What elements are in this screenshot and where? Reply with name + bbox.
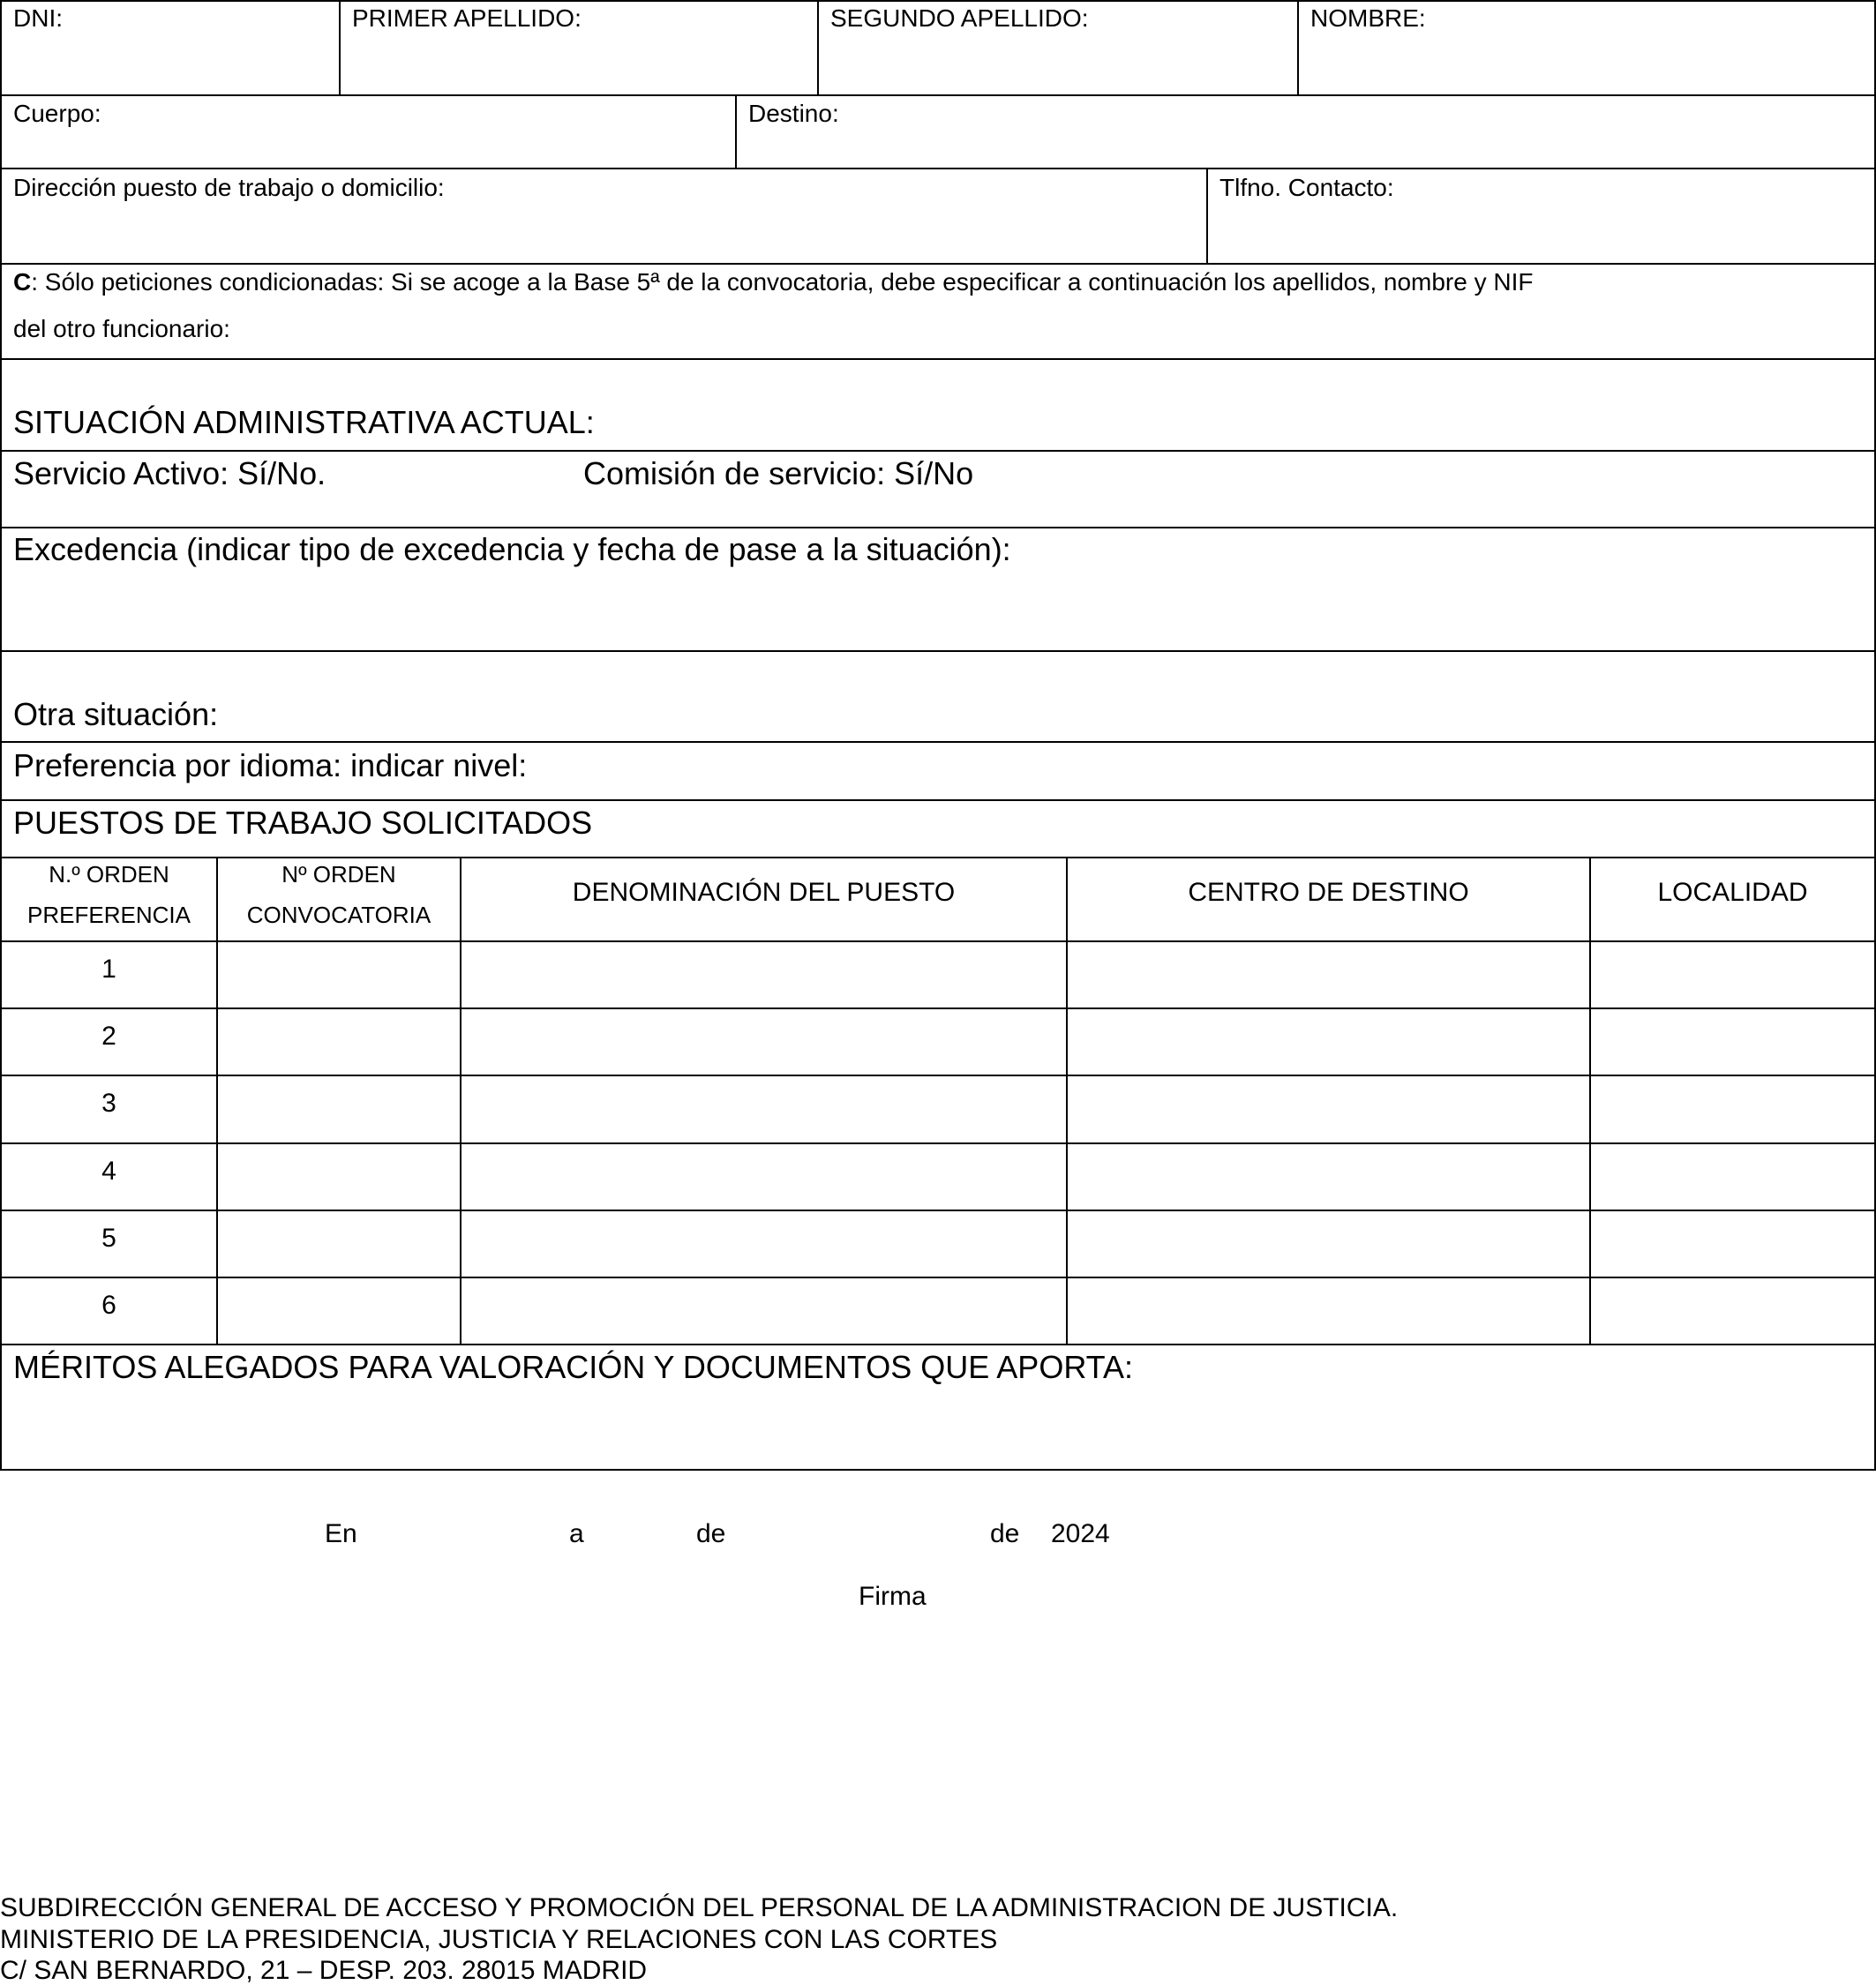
excedencia-label: Excedencia (indicar tipo de excedencia y fecha de pase a la situación): (13, 531, 1011, 567)
direccion-label: Dirección puesto de trabajo o domicilio: (13, 174, 445, 201)
condicionadas-prefix: C (13, 268, 32, 296)
header-localidad: LOCALIDAD (1657, 878, 1808, 907)
table-divider (216, 857, 218, 1345)
row-number: 1 (101, 955, 116, 984)
rule (0, 1277, 1876, 1278)
divider (339, 0, 341, 96)
fecha-en: En (325, 1519, 357, 1548)
header-orden-preferencia-line2: PREFERENCIA (27, 902, 191, 928)
footer-line-1: SUBDIRECCIÓN GENERAL DE ACCESO Y PROMOCIÓN DEL PERSONAL DE LA ADMINISTRACION DE JUSTICIA. (0, 1893, 1399, 1922)
row-number: 3 (101, 1089, 116, 1118)
row-number: 5 (101, 1224, 116, 1253)
tlfno-label: Tlfno. Contacto: (1219, 174, 1394, 201)
row-number: 6 (101, 1291, 116, 1320)
rule (0, 1007, 1876, 1009)
fecha-de-1: de (696, 1519, 726, 1548)
servicio-activo-label: Servicio Activo: Sí/No. (13, 455, 326, 491)
condicionadas-text-line2: del otro funcionario: (13, 315, 230, 342)
condicionadas-text: : Sólo peticiones condicionadas: Si se acoge a la Base 5ª de la convocatoria, debe especificar a continuación los apellidos, nombre y NIF (31, 268, 1534, 296)
rule (0, 527, 1876, 528)
rule (0, 94, 1876, 96)
header-centro-destino: CENTRO DE DESTINO (1188, 878, 1469, 907)
rule (0, 168, 1876, 169)
table-divider (1589, 857, 1591, 1345)
firma-label: Firma (859, 1582, 927, 1611)
divider (817, 0, 819, 96)
divider (735, 94, 737, 169)
nombre-label: NOMBRE: (1310, 4, 1426, 32)
rule (0, 1344, 1876, 1345)
puestos-title: PUESTOS DE TRABAJO SOLICITADOS (13, 805, 593, 841)
situacion-title: SITUACIÓN ADMINISTRATIVA ACTUAL: (13, 404, 595, 440)
idioma-label: Preferencia por idioma: indicar nivel: (13, 747, 528, 783)
rule (0, 1210, 1876, 1211)
divider (1297, 0, 1299, 96)
header-orden-preferencia (2, 863, 216, 926)
rule (0, 1075, 1876, 1076)
header-denominacion: DENOMINACIÓN DEL PUESTO (572, 878, 956, 907)
footer-line-2: MINISTERIO DE LA PRESIDENCIA, JUSTICIA Y RELACIONES CON LAS CORTES (0, 1925, 998, 1954)
primer-apellido-label: PRIMER APELLIDO: (352, 4, 582, 32)
rule (0, 741, 1876, 743)
fecha-de-2: de (990, 1519, 1020, 1548)
rule (0, 857, 1876, 858)
comision-servicio-label: Comisión de servicio: Sí/No (583, 455, 974, 491)
rule (0, 1469, 1876, 1471)
header-orden-preferencia-line1: N.º ORDEN (49, 861, 169, 888)
rule (0, 799, 1876, 801)
dni-label: DNI: (13, 4, 63, 32)
rule (0, 0, 1876, 2)
rule (0, 940, 1876, 942)
meritos-title: MÉRITOS ALEGADOS PARA VALORACIÓN Y DOCUMENTOS QUE APORTA: (13, 1349, 1133, 1385)
row-number: 2 (101, 1022, 116, 1051)
table-divider (1066, 857, 1068, 1345)
header-orden-convocatoria-line2: CONVOCATORIA (246, 902, 431, 928)
condicionadas-note (13, 270, 1534, 295)
rule (0, 358, 1876, 360)
otra-situacion-label: Otra situación: (13, 696, 219, 732)
header-orden-convocatoria (218, 863, 460, 926)
rule (0, 263, 1876, 265)
rule (0, 1142, 1876, 1144)
rule (0, 450, 1876, 452)
table-divider (460, 857, 461, 1345)
rule (0, 650, 1876, 652)
header-orden-convocatoria-line1: Nº ORDEN (281, 861, 396, 888)
cuerpo-label: Cuerpo: (13, 100, 101, 127)
fecha-a: a (569, 1519, 584, 1548)
destino-label: Destino: (748, 100, 839, 127)
footer-line-3: C/ SAN BERNARDO, 21 – DESP. 203. 28015 MADRID (0, 1956, 648, 1985)
row-number: 4 (101, 1157, 116, 1186)
fecha-year: 2024 (1051, 1519, 1110, 1548)
divider (1206, 168, 1208, 265)
segundo-apellido-label: SEGUNDO APELLIDO: (830, 4, 1089, 32)
